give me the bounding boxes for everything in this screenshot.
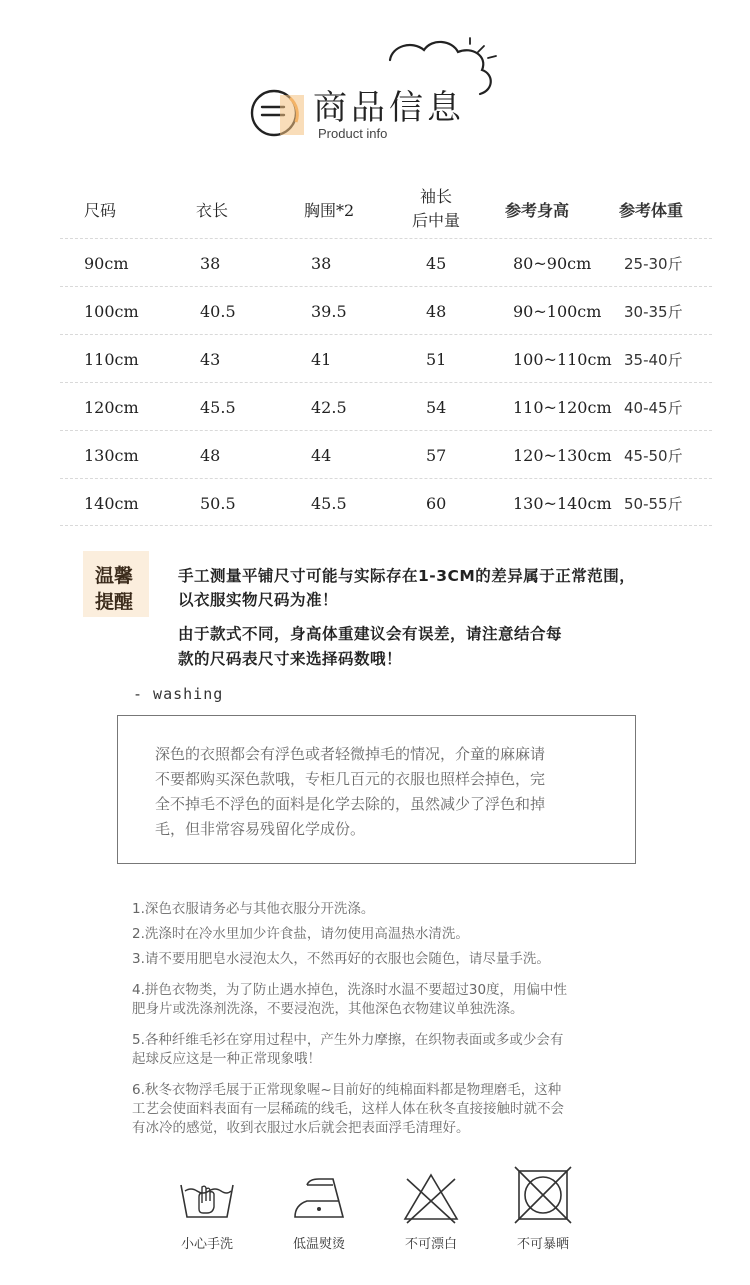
list-item: [132, 925, 622, 944]
header-sleeve-line1: 袖长: [420, 187, 453, 206]
note-line: 深色的衣照都会有浮色或者轻微掉毛的情况，介童的麻麻请: [155, 745, 546, 763]
cell-ref-weight: 40-45斤: [624, 398, 683, 417]
cell-size: 130cm: [84, 445, 139, 465]
header-ref-weight: 参考体重: [619, 200, 684, 220]
size-table: [60, 180, 712, 526]
cell-chest: 44: [311, 445, 332, 465]
cell-size: 140cm: [84, 493, 139, 513]
cell-length: 38: [200, 253, 221, 273]
rule-line: 工艺会使面料表面有一层稀疏的线毛，这样人体在秋冬直接接触时就不会: [132, 1101, 564, 1117]
table-row: [60, 478, 712, 526]
header-sleeve: [412, 180, 460, 238]
cell-sleeve: 60: [426, 493, 447, 513]
cell-ref-weight: 45-50斤: [624, 446, 683, 465]
cell-chest: 39.5: [311, 301, 347, 321]
care-hand-wash: [162, 1165, 252, 1285]
care-label: 低温熨烫: [292, 1237, 345, 1252]
cell-length: 43: [200, 349, 221, 369]
care-label: 不可漂白: [404, 1237, 457, 1252]
list-item: [132, 981, 622, 1019]
rule-line: 6.秋冬衣物浮毛展于正常现象喔~目前好的纯棉面料都是物理磨毛，这种: [132, 1082, 562, 1098]
tip-line: 以衣服实物尺码为准！: [178, 591, 339, 609]
care-no-bleach: [386, 1165, 476, 1285]
cell-chest: 45.5: [311, 493, 347, 513]
cell-chest: 38: [311, 253, 332, 273]
tip-line: 手工测量平铺尺寸可能与实际存在1-3CM的差异属于正常范围，: [178, 567, 636, 585]
care-low-iron: [274, 1165, 364, 1285]
cell-sleeve: 45: [426, 253, 447, 273]
cell-ref-height: 130~140cm: [513, 493, 612, 513]
cell-ref-height: 120~130cm: [513, 445, 612, 465]
cell-ref-weight: 35-40斤: [624, 350, 683, 369]
tip-badge-line2: 提醒: [95, 591, 134, 613]
size-table-header: [60, 180, 712, 238]
tip-line: 款的尺码表尺寸来选择码数哦！: [178, 650, 403, 668]
tip-badge: [83, 551, 149, 617]
care-no-tumble-dry: [498, 1165, 588, 1285]
rule-line: 肥身片或洗涤剂洗涤，不要浸泡洗，其他深色衣物建议单独洗涤。: [132, 1001, 524, 1017]
cell-sleeve: 51: [426, 349, 447, 369]
cell-ref-height: 100~110cm: [513, 349, 612, 369]
table-row: [60, 334, 712, 382]
header-chest: 胸围*2: [304, 200, 355, 220]
header-sleeve-line2: 后中量: [412, 211, 461, 230]
cell-ref-height: 80~90cm: [513, 253, 592, 273]
list-item: [132, 1031, 622, 1069]
washing-heading: - washing: [133, 685, 224, 703]
care-label: 不可暴晒: [516, 1237, 569, 1252]
cell-chest: 42.5: [311, 397, 347, 417]
rule-line: 4.拼色衣物类，为了防止遇水掉色，洗涤时水温不要超过30度，用偏中性: [132, 982, 568, 998]
note-line: 全不掉毛不浮色的面料是化学去除的，虽然减少了浮色和掉: [155, 795, 546, 813]
cell-size: 90cm: [84, 253, 129, 273]
tip-badge-line1: 温馨: [95, 565, 134, 587]
hand-wash-icon: [177, 1165, 237, 1225]
cell-chest: 41: [311, 349, 332, 369]
cell-length: 40.5: [200, 301, 236, 321]
cell-size: 110cm: [84, 349, 139, 369]
cell-size: 120cm: [84, 397, 139, 417]
header-size: 尺码: [84, 200, 117, 220]
list-item: [132, 900, 622, 919]
cell-sleeve: 48: [426, 301, 447, 321]
low-iron-icon: [289, 1165, 349, 1225]
no-tumble-dry-icon: [513, 1165, 573, 1225]
cell-ref-weight: 30-35斤: [624, 302, 683, 321]
note-line: 毛，但非常容易残留化学成份。: [155, 820, 366, 838]
list-item: [132, 950, 622, 969]
page-subtitle: Product info: [318, 126, 388, 141]
cell-ref-weight: 50-55斤: [624, 494, 683, 513]
cell-length: 50.5: [200, 493, 236, 513]
cell-length: 45.5: [200, 397, 236, 417]
page-title: 商品信息: [313, 88, 465, 128]
cell-sleeve: 54: [426, 397, 447, 417]
cell-size: 100cm: [84, 301, 139, 321]
table-row: [60, 238, 712, 286]
size-table-body: [60, 238, 712, 526]
list-item: [132, 1081, 622, 1138]
header-ref-height: 参考身高: [505, 200, 570, 220]
cell-ref-weight: 25-30斤: [624, 254, 683, 273]
rule-line: 2.洗涤时在冷水里加少许食盐，请勿使用高温热水清洗。: [132, 926, 469, 942]
tip-line: 由于款式不同，身高体重建议会有误差，请注意结合每: [178, 625, 563, 643]
cell-ref-height: 90~100cm: [513, 301, 602, 321]
rule-line: 有冰冷的感觉，收到衣服过水后就会把表面浮毛清理好。: [132, 1120, 470, 1136]
care-label: 小心手洗: [180, 1237, 233, 1252]
cell-ref-height: 110~120cm: [513, 397, 612, 417]
no-bleach-icon: [401, 1165, 461, 1225]
product-info-header: [0, 0, 750, 160]
table-row: [60, 382, 712, 430]
rule-line: 3.请不要用肥皂水浸泡太久，不然再好的衣服也会随色，请尽量手洗。: [132, 951, 550, 967]
header-length: 衣长: [196, 200, 229, 220]
washing-rules: [132, 900, 622, 1150]
note-line: 不要都购买深色款哦，专柜几百元的衣服也照样会掉色，完: [155, 770, 546, 788]
rule-line: 5.各种纤维毛衫在穿用过程中，产生外力摩擦，在织物表面或多或少会有: [132, 1032, 564, 1048]
cell-length: 48: [200, 445, 221, 465]
washing-note-box: [117, 715, 636, 864]
table-row: [60, 286, 712, 334]
table-row: [60, 430, 712, 478]
rule-line: 起球反应这是一种正常现象哦！: [132, 1051, 321, 1067]
cell-sleeve: 57: [426, 445, 447, 465]
rule-line: 1.深色衣服请务必与其他衣服分开洗涤。: [132, 901, 375, 917]
